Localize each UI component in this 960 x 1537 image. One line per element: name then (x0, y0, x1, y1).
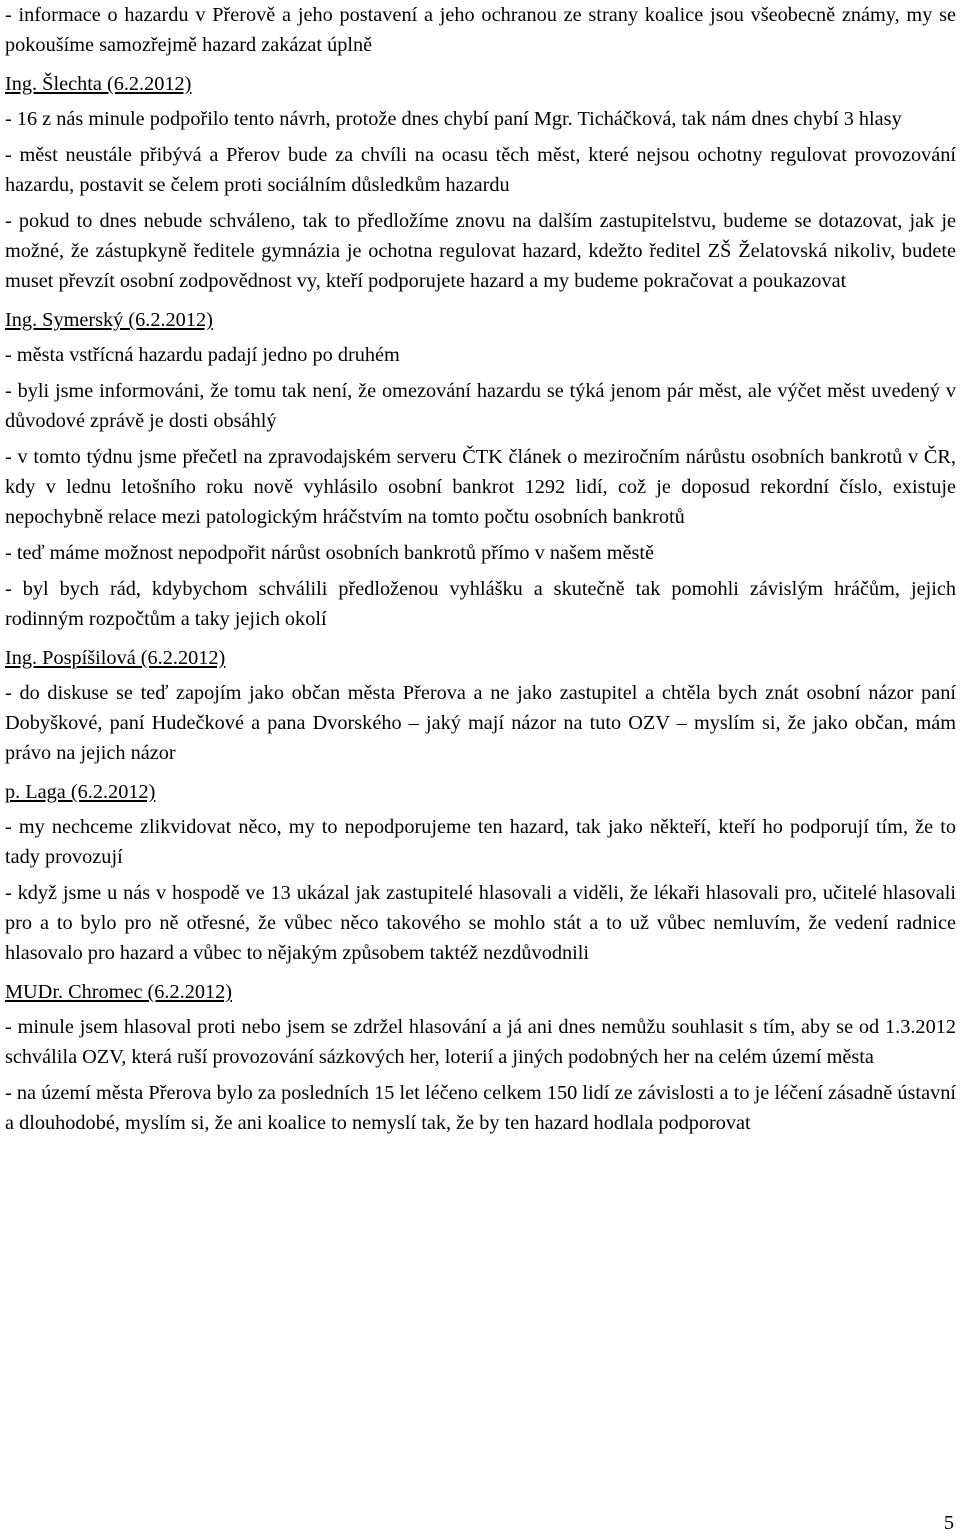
paragraph: - města vstřícná hazardu padají jedno po druhém (5, 344, 400, 366)
paragraph: - když jsme u nás v hospodě ve 13 ukázal jak zastupitelé hlasovali a viděli, že lékaři hlasovali pro, učitelé hlasovali pro a to bylo pro ně otřesné, že vůbec něco takového se mohlo stát a to už vůbec nemluvím, že vedení radnice hlasovalo pro hazard a vůbec to nějakým způsobem taktéž nezdůvodnili (5, 882, 956, 964)
document-body (5, 0, 956, 1138)
paragraph: - na území města Přerova bylo za posledních 15 let léčeno celkem 150 lidí ze závislosti a to je léčení zásadně ústavní a dlouhodobé, myslím si, že ani koalice to nemyslí tak, že by ten hazard hodlala podporovat (5, 1082, 956, 1134)
speaker-heading: Ing. Pospíšilová (6.2.2012) (5, 647, 226, 669)
paragraph: - informace o hazardu v Přerově a jeho postavení a jeho ochranou ze strany koalice jsou všeobecně známy, my se pokoušíme samozřejmě hazard zakázat úplně (5, 4, 956, 56)
paragraph: - 16 z nás minule podpořilo tento návrh, protože dnes chybí paní Mgr. Ticháčková, tak nám dnes chybí 3 hlasy (5, 108, 902, 130)
paragraph: - byl bych rád, kdybychom schválili předloženou vyhlášku a skutečně tak pomohli závislým hráčům, jejich rodinným rozpočtům a taky jejich okolí (5, 578, 956, 630)
paragraph: - my nechceme zlikvidovat něco, my to nepodporujeme ten hazard, tak jako někteří, kteří ho podporují tím, že to tady provozují (5, 816, 956, 868)
paragraph: - minule jsem hlasoval proti nebo jsem se zdržel hlasování a já ani dnes nemůžu souhlasit s tím, aby se od 1.3.2012 schválila OZV, která ruší provozování sázkových her, loterií a jiných podobných her na celém území města (5, 1016, 956, 1068)
page-number: 5 (943, 1512, 954, 1534)
paragraph: - byli jsme informováni, že tomu tak není, že omezování hazardu se týká jenom pár měst, ale výčet měst uvedený v důvodové zprávě je dosti obsáhlý (5, 380, 956, 432)
speaker-heading: p. Laga (6.2.2012) (5, 781, 156, 803)
paragraph: - pokud to dnes nebude schváleno, tak to předložíme znovu na dalším zastupitelstvu, budeme se dotazovat, jak je možné, že zástupkyně ředitele gymnázia je ochotna regulovat hazard, kdežto ředitel ZŠ Želatovská nikoliv, budete muset převzít osobní zodpovědnost vy, kteří podporujete hazard a my budeme pokračovat a poukazovat (5, 210, 956, 292)
paragraph: - v tomto týdnu jsme přečetl na zpravodajském serveru ČTK článek o meziročním nárůstu osobních bankrotů v ČR, kdy v lednu letošního roku nově vyhlásilo osobní bankrot 1292 lidí, což je doposud rekordní číslo, existuje nepochybně relace mezi patologickým hráčstvím na tomto počtu osobních bankrotů (5, 446, 956, 528)
paragraph: - do diskuse se teď zapojím jako občan města Přerova a ne jako zastupitel a chtěla bych znát osobní názor paní Dobyškové, paní Hudečkové a pana Dvorského – jaký mají názor na tuto OZV – myslím si, že jako občan, mám právo na jejich názor (5, 682, 956, 764)
speaker-heading: Ing. Šlechta (6.2.2012) (5, 73, 192, 95)
paragraph: - teď máme možnost nepodpořit nárůst osobních bankrotů přímo v našem městě (5, 542, 655, 564)
speaker-heading: MUDr. Chromec (6.2.2012) (5, 981, 233, 1003)
paragraph: - měst neustále přibývá a Přerov bude za chvíli na ocasu těch měst, které nejsou ochotny regulovat provozování hazardu, postavit se čelem proti sociálním důsledkům hazardu (5, 144, 956, 196)
speaker-heading: Ing. Symerský (6.2.2012) (5, 309, 213, 331)
